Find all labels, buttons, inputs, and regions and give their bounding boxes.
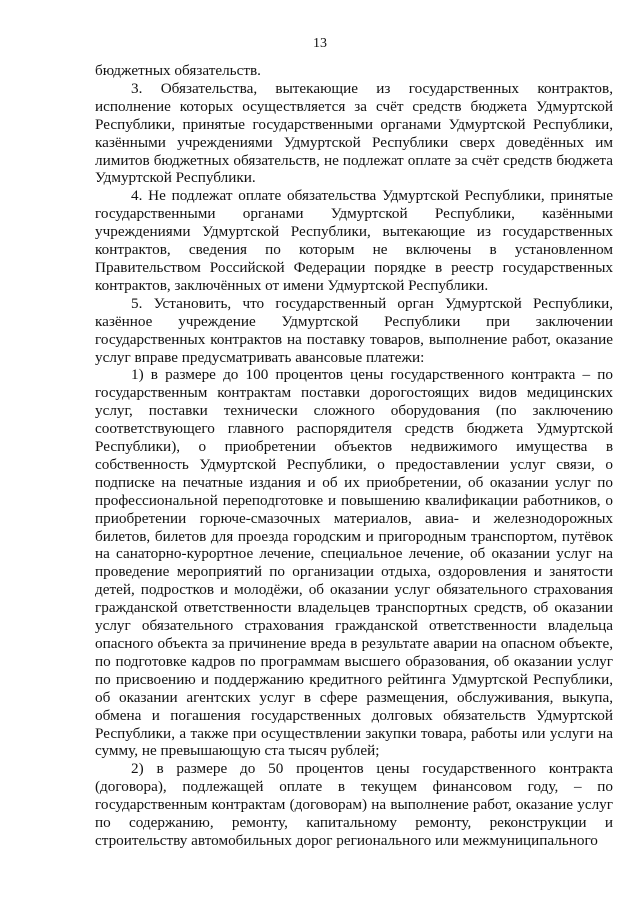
page-number: 13: [313, 36, 327, 51]
paragraph-item-3: 3. Обязательства, вытекающие из государственных контрактов, исполнение которых осуществляется за счёт средств бюджета Удмуртской Республики, принятые государственными органами Удмуртской Республики, казёнными учреждениями Удмуртской Республики сверх доведённых им лимитов бюджетных обязательств, не подлежат оплате за счёт средств бюджета Удмуртской Республики.: [95, 79, 613, 187]
document-body: [95, 62, 613, 850]
paragraph-item-4: 4. Не подлежат оплате обязательства Удмуртской Республики, принятые государственными органами Удмуртской Республики, казёнными учреждениями Удмуртской Республики, вытекающие из государственных контрактов, сведения по которым не включены в установленном Правительством Российской Федерации порядке в реестр государственных контрактов, заключённых от имени Удмуртской Республики.: [95, 187, 613, 294]
subparagraph-2: 2) в размере до 50 процентов цены государственного контракта (договора), подлежащей оплате в текущем финансовом году, – по государственным контрактам (договорам) на выполнение работ, оказание услуг по содержанию, ремонту, капитальному ремонту, реконструкции и строительству автомобильных дорог регионального или межмуниципального: [95, 760, 613, 849]
subparagraph-1: 1) в размере до 100 процентов цены государственного контракта – по государственным контрактам поставки дорогостоящих видов медицинских услуг, поставки технически сложного оборудования (по заключению соответствующего главного распорядителя средств бюджета Удмуртской Республики), о приобретении объектов недвижимого имущества в собственность Удмуртской Республики, о предоставлении услуг связи, о подписке на печатные издания и об их приобретении, об оказании услуг по профессиональной переподготовке и повышению квалификации работников, о приобретении горюче-смазочных материалов, авиа- и железнодорожных билетов, билетов для проезда городским и пригородным транспортом, путёвок на санаторно-курортное лечение, специальное лечение, об оказании услуг на проведение мероприятий по организации отдыха, оздоровления и занятости детей, подростков и молодёжи, об оказании услуг обязательного страхования гражданской ответственности владельцев транспортных средств, об оказании услуг обязательного страхования гражданской ответственности владельца опасного объекта за причинение вреда в результате аварии на опасном объекте, по подготовке кадров по программам высшего образования, об оказании услуг по присвоению и поддержанию кредитного рейтинга Удмуртской Республики, об оказании агентских услуг в сфере размещения, обслуживания, выкупа, обмена и погашения государственных долговых обязательств Удмуртской Республики, а также при осуществлении закупки товара, работы или услуги на сумму, не превышающую ста тысяч рублей;: [95, 366, 613, 760]
paragraph-item-5: 5. Установить, что государственный орган Удмуртской Республики, казённое учреждение Удмуртской Республики при заключении государственных контрактов на поставку товаров, выполнение работ, оказание услуг вправе предусматривать авансовые платежи:: [95, 294, 613, 366]
paragraph-continuation: бюджетных обязательств.: [95, 62, 261, 79]
